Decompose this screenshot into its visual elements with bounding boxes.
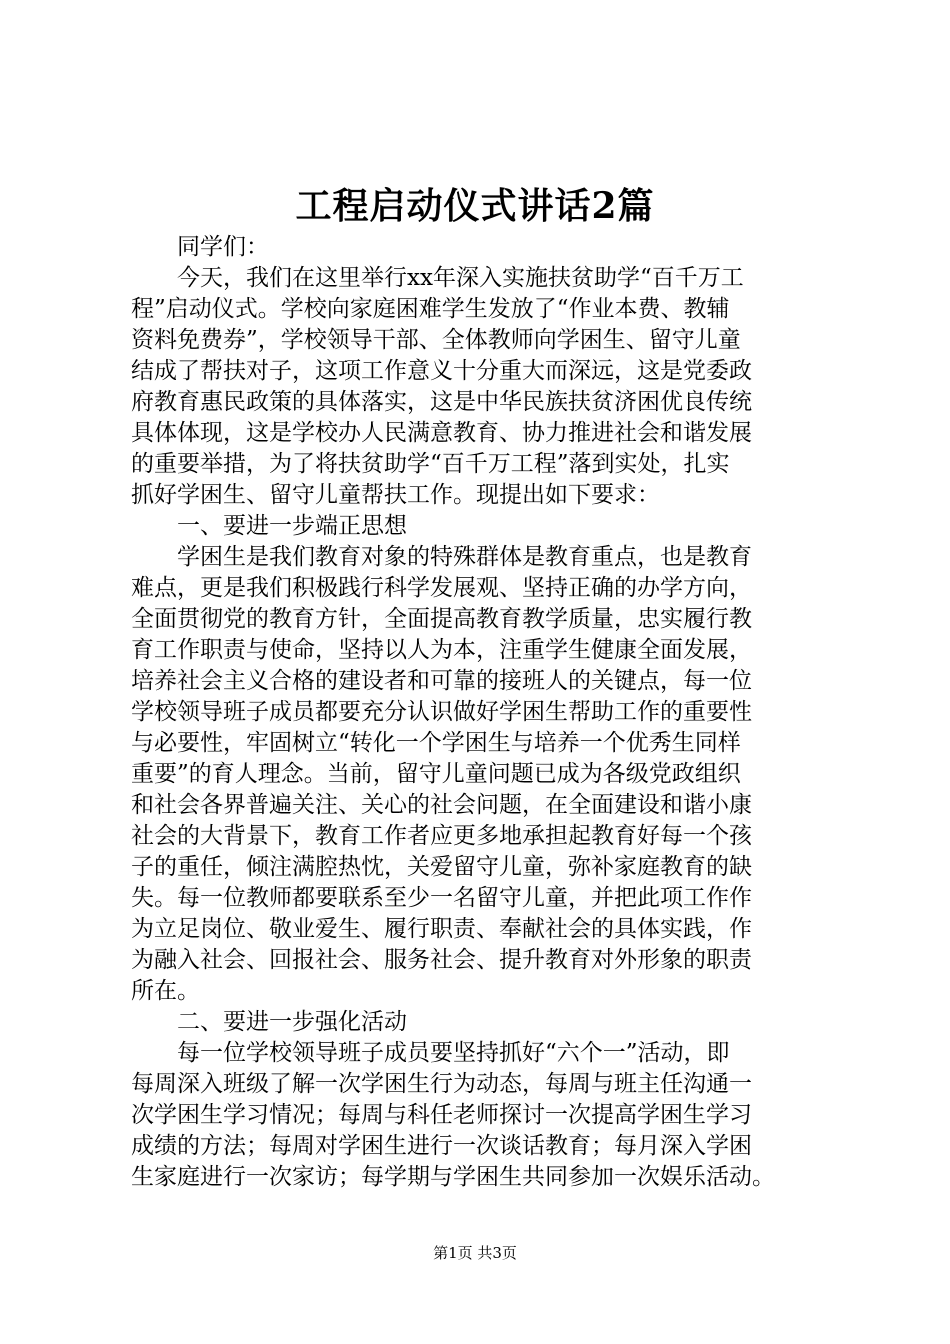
- body-line: 学困生是我们教育对象的特殊群体是教育重点，也是教育: [131, 544, 752, 570]
- page-footer: 第1页 共3页: [433, 1244, 517, 1262]
- body-line: 难点，更是我们积极践行科学发展观、坚持正确的办学方向，: [131, 575, 752, 601]
- body-line: 抓好学困生、留守儿童帮扶工作。现提出如下要求：: [131, 482, 660, 508]
- body-line: 学校领导班子成员都要充分认识做好学困生帮助工作的重要性: [131, 699, 752, 725]
- body-line: 一、要进一步端正思想: [131, 513, 407, 539]
- body-line: 的重要举措，为了将扶贫助学“百千万工程”落到实处，扎实: [131, 451, 730, 477]
- body-line: 同学们：: [131, 234, 269, 260]
- body-line: 次学困生学习情况；每周与科任老师探讨一次提高学困生学习: [131, 1102, 752, 1128]
- document-title: 工程启动仪式讲话2篇: [295, 185, 655, 227]
- body-line: 社会的大背景下，教育工作者应更多地承担起教育好每一个孩: [131, 823, 752, 849]
- body-line: 所在。: [131, 978, 200, 1004]
- body-line: 资料免费券”，学校领导干部、全体教师向学困生、留守儿童: [131, 327, 741, 353]
- body-line: 生家庭进行一次家访；每学期与学困生共同参加一次娱乐活动。: [131, 1164, 775, 1190]
- body-line: 重要”的育人理念。当前，留守儿童问题已成为各级党政组织: [131, 761, 741, 787]
- body-line: 和社会各界普遍关注、关心的社会问题，在全面建设和谐小康: [131, 792, 752, 818]
- body-line: 为融入社会、回报社会、服务社会、提升教育对外形象的职责: [131, 947, 752, 973]
- document-body: [131, 232, 831, 1193]
- body-line: 二、要进一步强化活动: [131, 1009, 407, 1035]
- body-line: 育工作职责与使命，坚持以人为本，注重学生健康全面发展，: [131, 637, 752, 663]
- body-line: 失。每一位教师都要联系至少一名留守儿童，并把此项工作作: [131, 885, 752, 911]
- body-line: 程”启动仪式。学校向家庭困难学生发放了“作业本费、教辅: [131, 296, 730, 322]
- body-line: 每一位学校领导班子成员要坚持抓好“六个一”活动，即: [131, 1040, 730, 1066]
- body-line: 为立足岗位、敬业爱生、履行职责、奉献社会的具体实践，作: [131, 916, 752, 942]
- body-line: 子的重任，倾注满腔热忱，关爱留守儿童，弥补家庭教育的缺: [131, 854, 752, 880]
- body-line: 具体体现，这是学校办人民满意教育、协力推进社会和谐发展: [131, 420, 752, 446]
- body-line: 成绩的方法；每周对学困生进行一次谈话教育；每月深入学困: [131, 1133, 752, 1159]
- body-line: 今天，我们在这里举行xx年深入实施扶贫助学“百千万工: [131, 265, 744, 291]
- body-line: 培养社会主义合格的建设者和可靠的接班人的关键点，每一位: [131, 668, 752, 694]
- body-line: 府教育惠民政策的具体落实，这是中华民族扶贫济困优良传统: [131, 389, 752, 415]
- body-line: 与必要性，牢固树立“转化一个学困生与培养一个优秀生同样: [131, 730, 741, 756]
- body-line: 结成了帮扶对子，这项工作意义十分重大而深远，这是党委政: [131, 358, 752, 384]
- body-line: 全面贯彻党的教育方针，全面提高教育教学质量，忠实履行教: [131, 606, 752, 632]
- body-line: 每周深入班级了解一次学困生行为动态，每周与班主任沟通一: [131, 1071, 752, 1097]
